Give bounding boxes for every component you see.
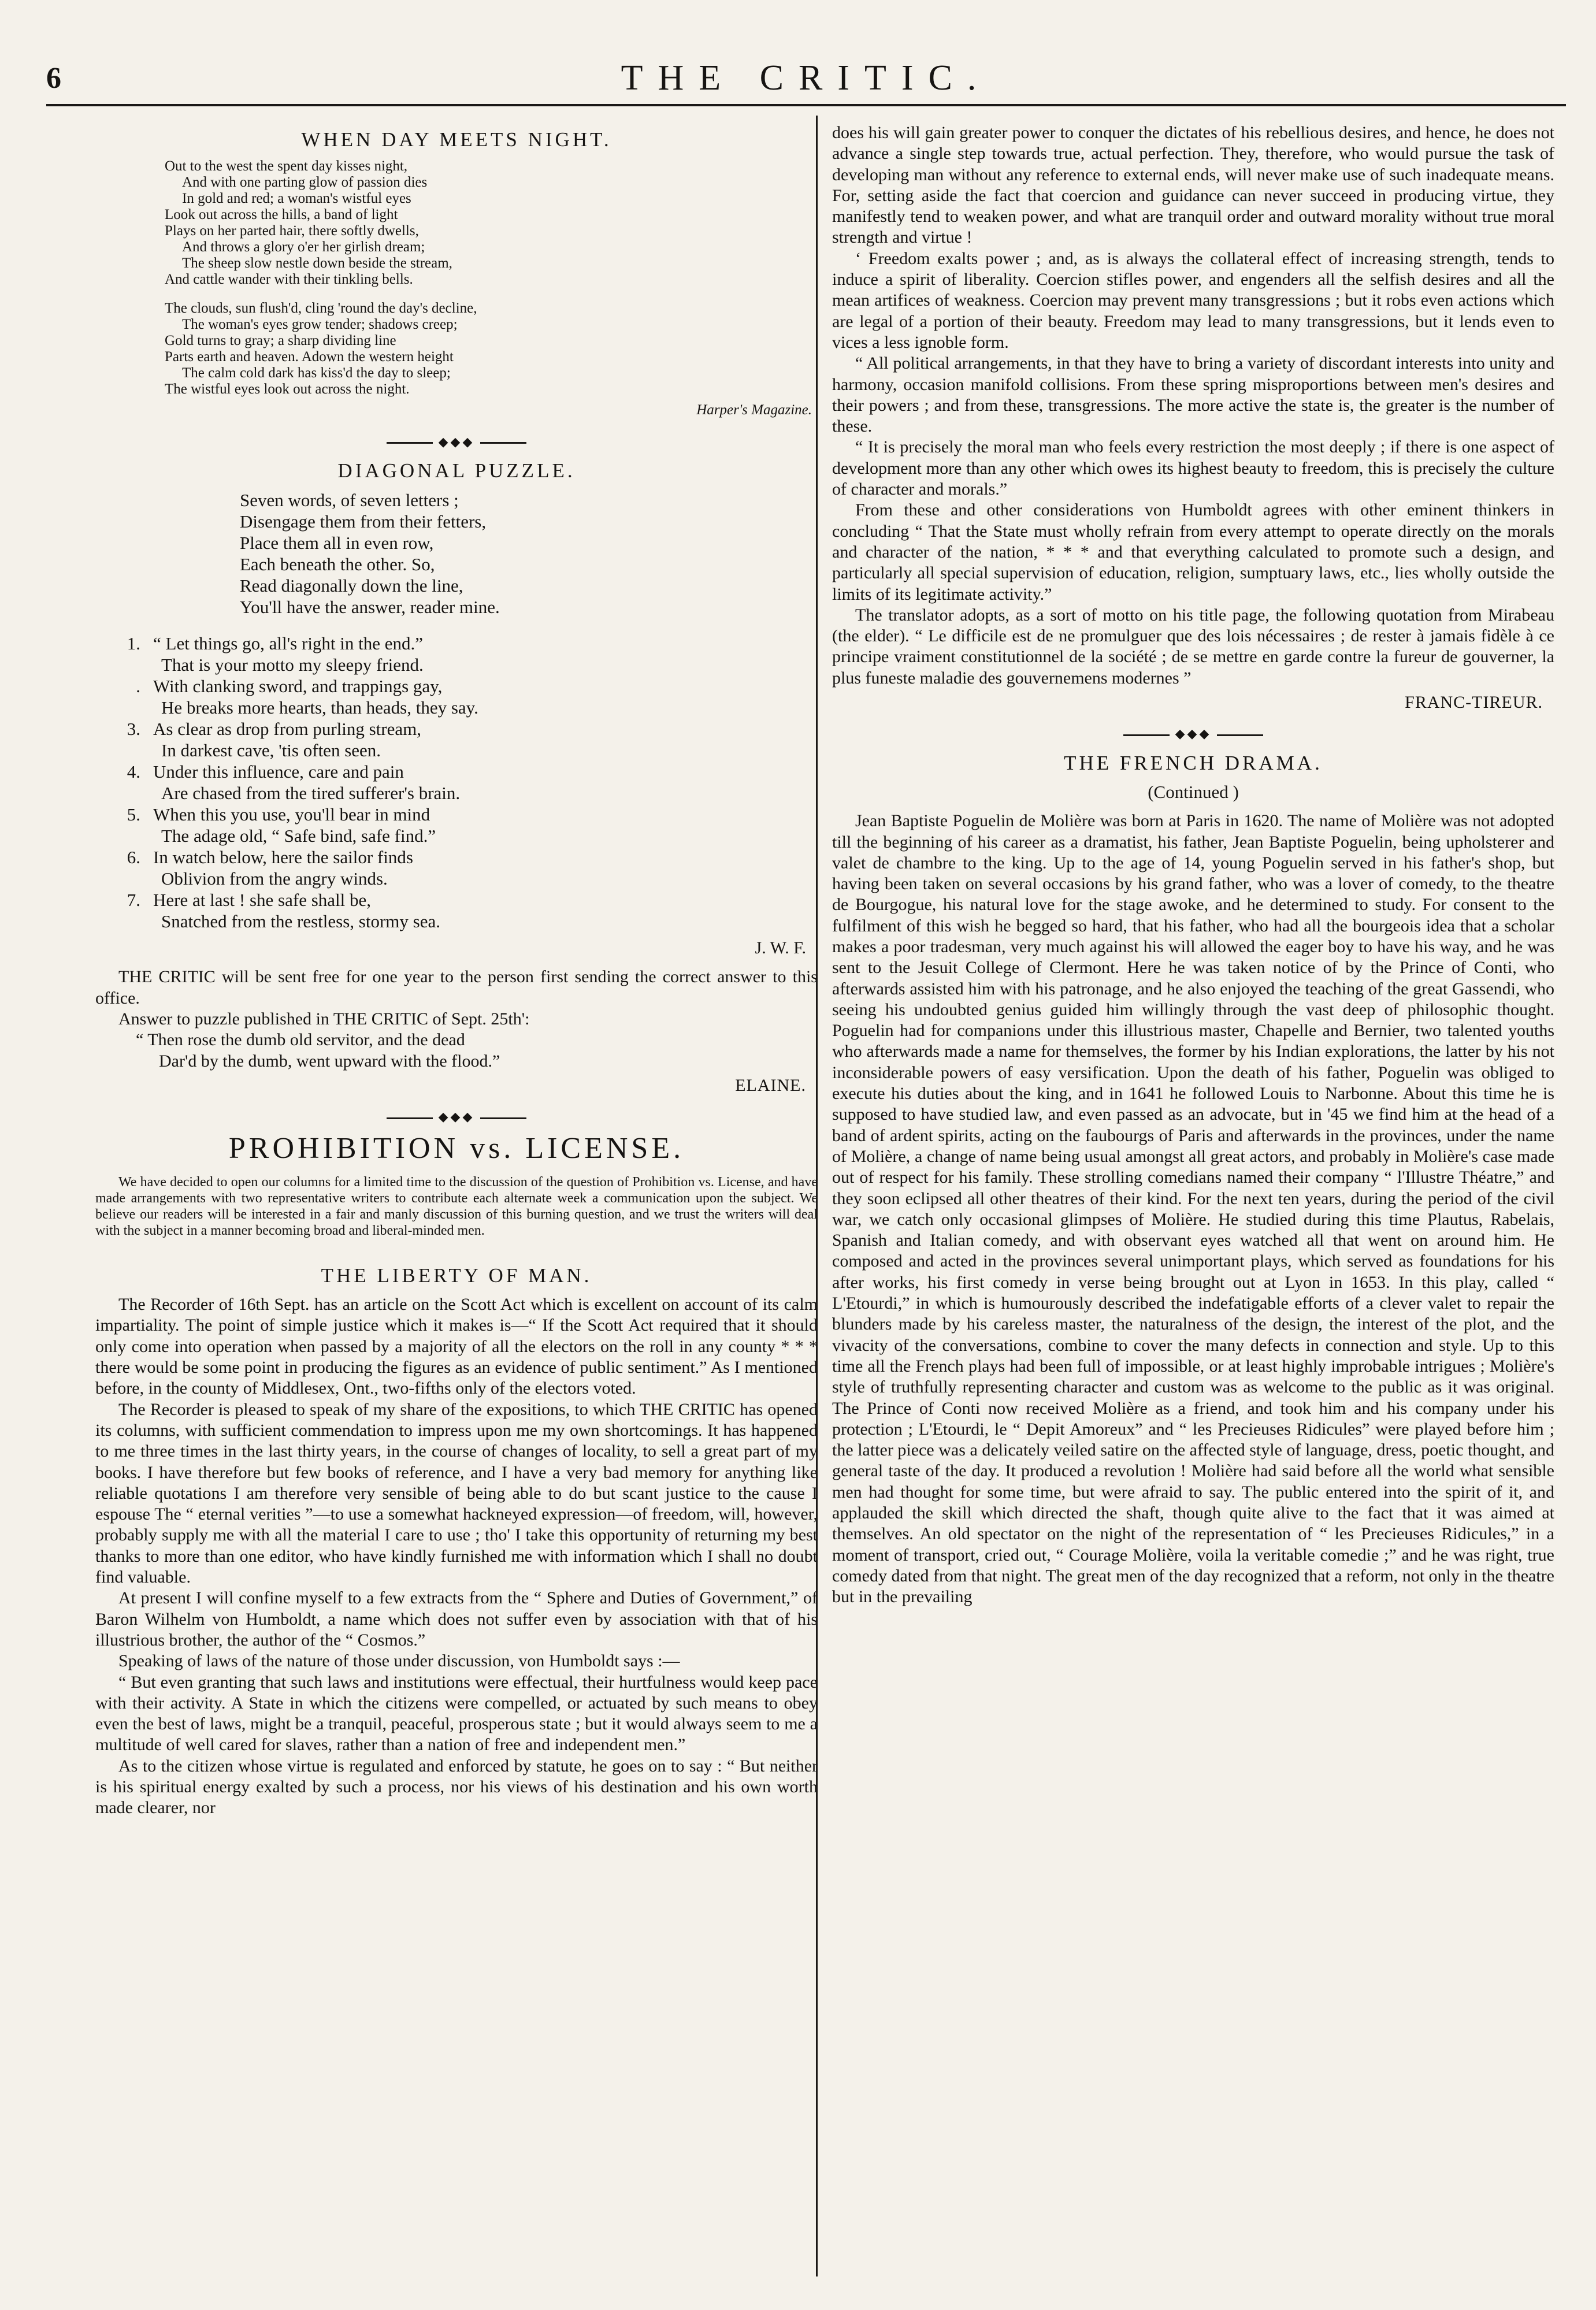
- puzzle-intro: [240, 489, 818, 618]
- poem-attribution: Harper's Magazine.: [696, 402, 812, 418]
- puzzle-title: DIAGONAL PUZZLE.: [337, 459, 576, 482]
- section-ornament: ◆◆◆: [832, 723, 1554, 744]
- poem-title: WHEN DAY MEETS NIGHT.: [301, 128, 612, 151]
- puzzle-clue: . With clanking sword, and trappings gay,: [136, 676, 443, 697]
- poem-line: Look out across the hills, a band of light: [165, 207, 398, 223]
- poem-line: The clouds, sun flush'd, cling 'round the day's decline,: [165, 300, 477, 317]
- poem-line: In gold and red; a woman's wistful eyes: [182, 191, 411, 207]
- puzzle-clue-cont: The adage old, “ Safe bind, safe find.”: [161, 826, 436, 846]
- article-paragraph: From these and other considerations von Humboldt agrees with other eminent thinkers in concluding “ That the State must wholly refrain from every attempt to operate directly on the morals and character of the nation, * * * and that everything calculated to promote such a design, and particularly all special supervision of education, religion, sumptuary laws, etc., lies wholly outside the limits of its legitimate activity.”: [832, 500, 1554, 604]
- puzzle-intro-line: Disengage them from their fetters,: [240, 511, 487, 532]
- poem-line: Parts earth and heaven. Adown the western height: [165, 349, 454, 365]
- puzzle-clue: 5. When this you use, you'll bear in mind: [127, 804, 430, 825]
- puzzle-clue-cont: He breaks more hearts, than heads, they say.: [161, 697, 478, 718]
- prohibition-title: PROHIBITION vs. LICENSE.: [228, 1131, 685, 1165]
- section-ornament: ◆◆◆: [95, 1106, 818, 1127]
- puzzle-intro-line: Read diagonally down the line,: [240, 575, 463, 596]
- puzzle-clue: 3. As clear as drop from purling stream,: [127, 719, 422, 740]
- article-paragraph: The Recorder of 16th Sept. has an article on the Scott Act which is excellent on account of its calm impartiality. The point of simple justice which it makes is—“ If the Scott Act required that it should only come into operation when passed by a majority of all the electors on the roll in any county * * * there would be some point in producing the figures as an evidence of public sentiment.” As I mentioned before, in the county of Middlesex, Ont., two-fifths only of the electors voted.: [95, 1295, 818, 1398]
- puzzle-clue-cont: In darkest cave, 'tis often seen.: [161, 740, 381, 761]
- article-paragraph: The Recorder is pleased to speak of my share of the expositions, to which THE CRITIC has opened its columns, with sufficient commendation to impress upon me my own shortcomings. It has happened to me three times in the last thirty years, in the course of changes of locality, to sell a great part of my books. I have therefore but few books of reference, and I have a very bad memory for anything like reliable quotations I am therefore very sensible of being able to do but scant justice to the cause I espouse The “ eternal verities ”—to use a somewhat hackneyed expression—of freedom, will, however, probably supply me with all the material I care to use ; tho' I take this opportunity of returning my best thanks to more than one editor, who have kindly furnished me with information which I shall no doubt find valuable.: [95, 1399, 818, 1587]
- puzzle-clue: 4. Under this influence, care and pain: [127, 762, 404, 782]
- puzzle-intro-line: Each beneath the other. So,: [240, 554, 435, 575]
- answer-intro: Answer to puzzle published in THE CRITIC of Sept. 25th':: [118, 1009, 530, 1029]
- puzzle-clue: 6. In watch below, here the sailor finds: [127, 847, 413, 868]
- poem-line: Out to the west the spent day kisses night,: [165, 158, 408, 174]
- article-paragraph: As to the citizen whose virtue is regulated and enforced by statute, he goes on to say : “ But neither is his spiritual energy exalted by such a process, nor his views of his destination and his own worth made clearer, nor: [95, 1756, 818, 1818]
- article-signature: FRANC-TIREUR.: [1405, 693, 1543, 712]
- puzzle-intro-line: Seven words, of seven letters ;: [240, 490, 459, 511]
- poem-line: And throws a glory o'er her girlish dream;: [182, 239, 425, 255]
- puzzle-clue: 7. Here at last ! she safe shall be,: [127, 890, 372, 911]
- article-paragraph: ‘ Freedom exalts power ; and, as is always the collateral effect of increasing strength, tends to induce a spirit of liberality. Coercion stifles power, and engenders all the selfish desires and all the mean artifices of weakness. Coercion may prevent many transgressions ; but it robs even actions which are legal of a portion of their beauty. Freedom may lead to many transgressions, but it lends even to vices a less ignoble form.: [832, 248, 1554, 352]
- drama-paragraph: Jean Baptiste Poguelin de Molière was born at Paris in 1620. The name of Molière was not adopted till the beginning of his career as a dramatist, his father, Jean Baptiste Poguelin, being upholsterer and valet de chambre to the king. Up to the age of 14, young Poguelin served in his father's shop, but having been taken on several occasions by his grand father, who was a lover of comedy, to the theatre de Bourgogue, his natural love for the stage awoke, and he determined to study. For consent to the fulfilment of this wish he begged so hard, that his father, who had all the bourgeois idea that a scholar makes a poor tradesman, very much against his will allowed the eager boy to have his way, and he was sent to the Jesuit College of Clermont. Here he was taken notice of by the Prince of Conti, who afterwards assisted him with his patronage, and he also enjoyed the teaching of the great Gassendi, who seeing his undoubted genius guided him willingly through the vast deep of philosophic thought. Poguelin had for companions under this illustrious master, Chapelle and Bernier, two talented youths who afterwards made a name for themselves, the former by his Indian explorations, the latter by his not inconsiderable powers of easy versification. Upon the death of his father, Poguelin was obliged to execute his duties about the king, and in 1641 he followed Louis to Narbonne. About this time he is supposed to have studied law, and even passed as an advocate, but in '45 we find him at the head of a band of ardent spirits, acting on the faubourgs of Paris and afterwards in the provinces, under the name of Molière, a change of name being usual amongst all great actors, and probably in Molière's case made out of respect for his family. These strolling comedians named their company “ l'Illustre Théatre,” and they soon eclipsed all other theatres of their kind. For the next ten years, during the period of the civil war, we catch only occasional glimpses of Molière. He studied during this time Plautus, Rabelais, Spanish and Italian comedy, and with observant eyes watched all that went on around him. He composed and acted in the provinces several unimportant plays, which served as foundations for his after works, his first comedy in verse being brought out at Lyon in 1653. In this play, called “ L'Etourdi,” in which is humourously described the indefatigable efforts of a clever valet to repair the blunders made by his careless master, the naturalness of the design, the interest of the plot, and the vivacity of the conversations, combine to cover the many defects in connection and style. Up to this time all the French plays had been full of impossible, or at least highly improbable intrigues ; Molière's style of truthfully representing character and custom was as welcome to the public as it was original. The Prince of Conti now received Molière as a friend, and took him and his company under his protection ; L'Etourdi, le “ Depit Amoreux” and “ les Precieuses Ridicules” were played before him ; the latter piece was a delicately veiled satire on the affected style of language, dress, poetic thought, and general taste of the day. It produced a revolution ! Molière had said before all the world what sensible men had thought for some time, but were afraid to say. The public entered into the spirit of it, and applauded the skill which directed the shaft, though quite alive to the fact that it was aimed at themselves. An old spectator on the night of the representation of “ les Precieuses Ridicules,” in a moment of transport, cried out, “ Courage Molière, voila la veritable comedie ;” and he was right, true comedy dated from that night. The great men of the day recognized that a reform, not only in the theatre but in the prevailing: [832, 811, 1554, 1607]
- puzzle-offer: THE CRITIC will be sent free for one year to the person first sending the correct answer to this office.: [95, 967, 818, 1008]
- poem-line: The calm cold dark has kiss'd the day to sleep;: [182, 365, 451, 381]
- liberty-title: THE LIBERTY OF MAN.: [321, 1264, 592, 1287]
- article-paragraph: “ But even granting that such laws and institutions were effectual, their hurtfulness would keep pace with their activity. A State in which the citizens were compelled, or actuated by such means to obey even the best of laws, might be a tranquil, peaceful, prosperous state ; but it would always seem to me a multitude of well cared for slaves, rather than a nation of free and independent men.”: [95, 1672, 818, 1755]
- puzzle-intro-line: Place them all in even row,: [240, 533, 434, 554]
- puzzle-clue-cont: Oblivion from the angry winds.: [161, 868, 388, 889]
- page-number: 6: [46, 62, 61, 95]
- puzzle-signature: J. W. F.: [755, 938, 806, 958]
- article-paragraph: Speaking of laws of the nature of those under discussion, von Humboldt says :—: [118, 1651, 680, 1671]
- poem-line: The woman's eyes grow tender; shadows creep;: [182, 317, 458, 333]
- poem-when-day-meets-night: [165, 158, 818, 398]
- answer-line: “ Then rose the dumb old servitor, and the dead: [136, 1030, 465, 1050]
- left-column: [95, 122, 818, 1819]
- drama-subtitle: (Continued ): [1148, 781, 1239, 802]
- puzzle-intro-line: You'll have the answer, reader mine.: [240, 597, 500, 618]
- article-paragraph: At present I will confine myself to a few extracts from the “ Sphere and Duties of Government,” of Baron Wilhelm von Humboldt, a name which does not suffer even by association with that of his illustrious brother, the author of the “ Cosmos.”: [95, 1588, 818, 1650]
- poem-line: Gold turns to gray; a sharp dividing line: [165, 333, 396, 349]
- article-paragraph: does his will gain greater power to conquer the dictates of his rebellious desires, and hence, he does not advance a single step towards true, actual perfection. They, therefore, who would pursue the task of developing man without any reference to external ends, will never make use of such inadequate means. For, setting aside the fact that coercion and guidance can never succeed in producing virtue, they manifestly tend to weaken power, and what are tranquil order and outward morality without true moral strength and virtue !: [832, 123, 1554, 247]
- poem-line: And cattle wander with their tinkling bells.: [165, 272, 413, 288]
- editorial-notice: We have decided to open our columns for a limited time to the discussion of the question of Prohibition vs. License, and have made arrangements with two representative writers to contribute each alternate week a communication upon the subject. We believe our readers will be interested in a fair and manly discussion of this burning question, and we trust the writers will deal with the subject in a manner becoming broad and liberal-minded men.: [95, 1174, 818, 1238]
- puzzle-clues: [95, 633, 818, 932]
- masthead-title: THE CRITIC.: [621, 58, 992, 98]
- page-header: [46, 58, 1566, 104]
- poem-line: And with one parting glow of passion dies: [182, 174, 428, 191]
- puzzle-clue-cont: Are chased from the tired sufferer's brain.: [161, 783, 461, 804]
- article-paragraph: The translator adopts, as a sort of motto on his title page, the following quotation from Mirabeau (the elder). “ Le difficile est de ne promulguer que des lois nécessaires ; de rester à jamais fidèle à ce principe vraiment constitutionnel de la société ; de se mettre en garde contre la fureur de gouverner, la plus funeste maladie des gouvernemens modernes ”: [832, 605, 1554, 688]
- answer-signature: ELAINE.: [735, 1075, 806, 1095]
- article-paragraph: “ All political arrangements, in that they have to bring a variety of discordant interests into unity and harmony, occasion manifold collisions. From these spring misproportions between men's desires and their powers ; and from these, transgressions. The more active the state is, the greater is the number of these.: [832, 354, 1554, 436]
- puzzle-clue-cont: Snatched from the restless, stormy sea.: [161, 911, 440, 932]
- header-rule: [46, 104, 1566, 106]
- section-ornament: ◆◆◆: [95, 432, 818, 452]
- answer-line: Dar'd by the dumb, went upward with the flood.”: [159, 1051, 500, 1071]
- drama-title: THE FRENCH DRAMA.: [1064, 751, 1323, 774]
- poem-line: The wistful eyes look out across the night.: [165, 381, 410, 398]
- poem-line: The sheep slow nestle down beside the stream,: [182, 255, 452, 272]
- puzzle-clue-cont: That is your motto my sleepy friend.: [161, 655, 424, 675]
- article-paragraph: “ It is precisely the moral man who feels every restriction the most deeply ; if there is one aspect of development more than any other which owes its highest beauty to freedom, this is precisely the culture of character and morals.”: [832, 437, 1554, 499]
- right-column: [832, 122, 1554, 1607]
- poem-line: Plays on her parted hair, there softly dwells,: [165, 223, 419, 239]
- puzzle-clue: 1. “ Let things go, all's right in the end.”: [127, 633, 424, 654]
